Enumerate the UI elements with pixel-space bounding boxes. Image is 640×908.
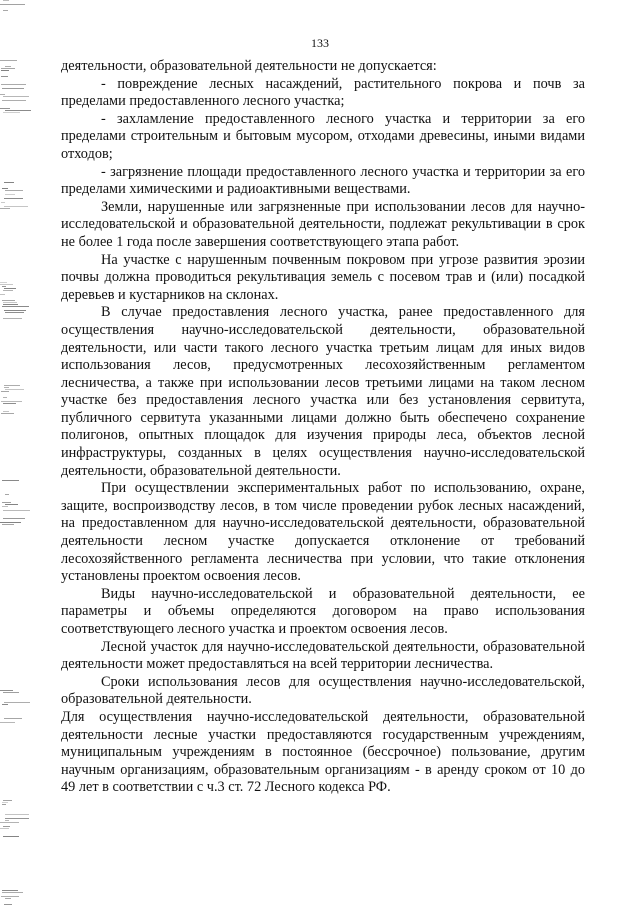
paragraph: Виды научно-исследовательской и образовательной деятельности, ее параметры и объемы определяются договором на право использования соответствующего лесного участка и проектом освоения лесов.	[61, 585, 585, 637]
paragraph: Земли, нарушенные или загрязненные при использовании лесов для научно-исследовательской и образовательной деятельности, подлежат рекультивации в срок не более 1 года после завершения соответствующего этапа работ.	[61, 198, 585, 250]
list-item: - повреждение лесных насаждений, растительного покрова и почв за пределами предоставленного лесного участка;	[61, 75, 585, 110]
list-item: - загрязнение площади предоставленного лесного участка и территории за его пределами химическими и радиоактивными веществами.	[61, 163, 585, 198]
paragraph: Для осуществления научно-исследовательской деятельности, образовательной деятельности лесные участки предоставляются государственным учреждениям, муниципальным учреждениям в постоянное (бессрочное) пользование, другим научным организациям, образовательным организациям - в аренду сроком от 10 до 49 лет в соответствии с ч.3 ст. 72 Лесного кодекса РФ.	[61, 708, 585, 796]
paragraph: деятельности, образовательной деятельности не допускается:	[61, 58, 437, 74]
paragraph: В случае предоставления лесного участка, ранее предоставленного для осуществления научно-исследовательской деятельности, образовательной деятельности, или части такого лесного участка третьим лицам для иных видов использования лесов, предусмотренных лесохозяйственным регламентом лесничества, а также при использовании лесов третьими лицами на таком лесном участке без предоставления лесного участка или без установления сервитута, публичного сервитута указанными лицами должно быть обеспечено сохранение полигонов, опытных площадок для изучения природы леса, объектов лесной инфраструктуры, созданных в целях осуществления научно-исследовательской деятельности, образовательной деятельности.	[61, 304, 585, 479]
page-number: 133	[311, 36, 329, 50]
paragraph: Лесной участок для научно-исследовательской деятельности, образовательной деятельности может предоставляться на всей территории лесничества.	[61, 638, 585, 673]
paragraph: При осуществлении экспериментальных работ по использованию, охране, защите, воспроизводству лесов, в том числе проведении рубок лесных насаждений, на предоставленном для научно-исследовательской деятельности, образовательной деятельности лесном участке допускается отклонение от требований лесохозяйственного регламента лесничества при условии, что такие отклонения установлены проектом освоения лесов.	[61, 480, 585, 585]
scan-edge-artifact	[0, 0, 34, 908]
list-item: - захламление предоставленного лесного участка и территории за его пределами строительным и бытовым мусором, отходами древесины, иными видами отходов;	[61, 110, 585, 162]
document-body	[61, 58, 585, 797]
paragraph: Сроки использования лесов для осуществления научно-исследовательской, образовательной деятельности.	[61, 673, 585, 708]
paragraph: На участке с нарушенным почвенным покровом при угрозе развития эрозии почвы должна проводиться рекультивация земель с посевом трав и (или) посадкой деревьев и кустарников на склонах.	[61, 251, 585, 303]
